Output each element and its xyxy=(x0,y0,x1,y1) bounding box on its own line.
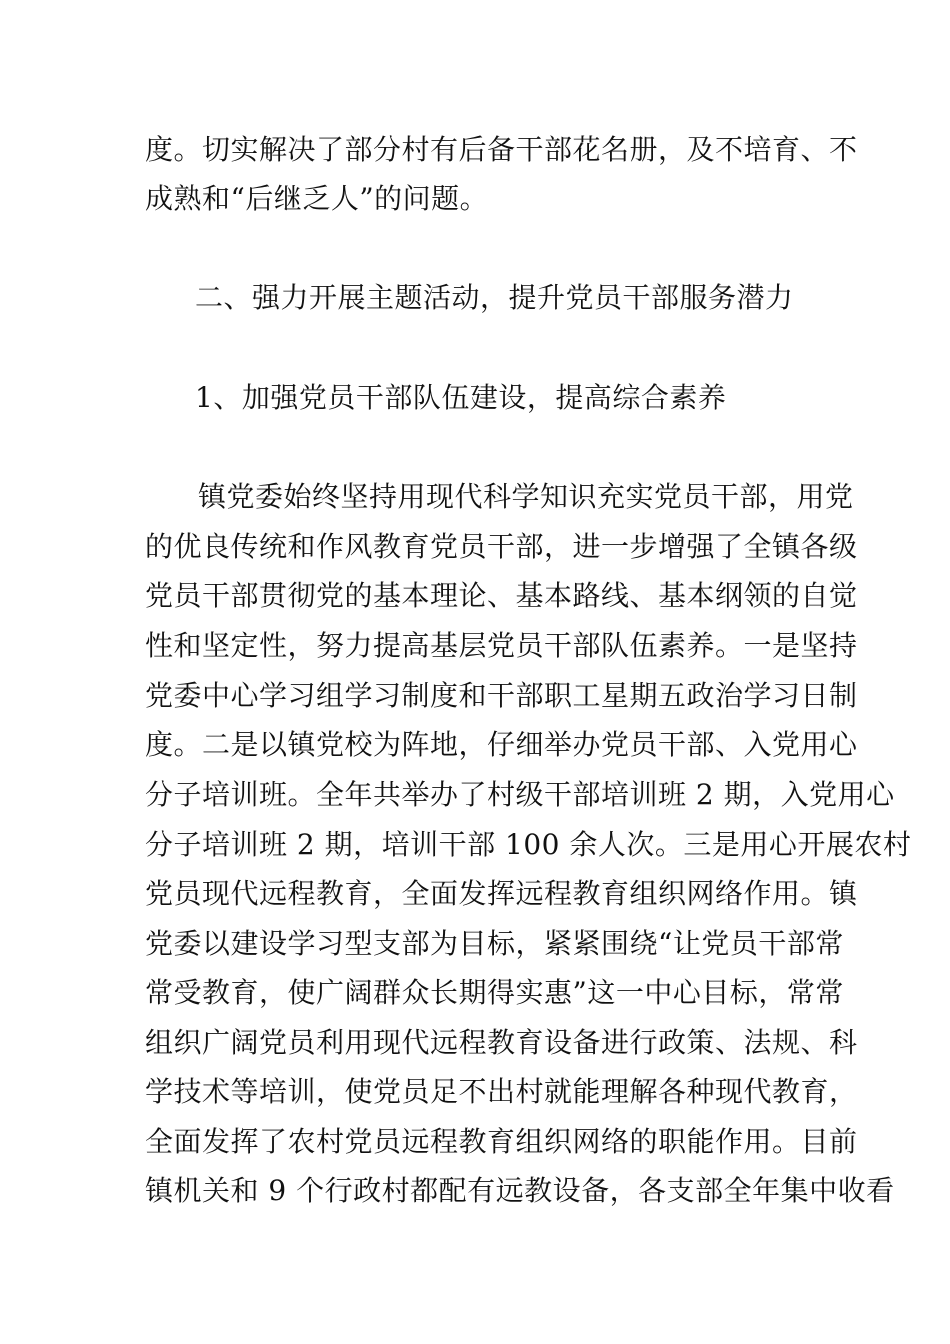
paragraph-line: 镇机关和 9 个行政村都配有远教设备，各支部全年集中收看 xyxy=(145,1174,895,1207)
paragraph-line: 的优良传统和作风教育党员干部，进一步增强了全镇各级 xyxy=(145,530,858,563)
paragraph-line: 镇党委始终坚持用现代科学知识充实党员干部，用党 xyxy=(198,480,854,513)
paragraph-line: 度。切实解决了部分村有后备干部花名册，及不培育、不 xyxy=(145,133,858,166)
paragraph-line: 党员干部贯彻党的基本理论、基本路线、基本纲领的自觉 xyxy=(145,579,858,612)
sub-heading: 1、加强党员干部队伍建设，提高综合素养 xyxy=(195,381,727,414)
paragraph-line: 全面发挥了农村党员远程教育组织网络的职能作用。目前 xyxy=(145,1125,858,1158)
paragraph-line: 性和坚定性，努力提高基层党员干部队伍素养。一是坚持 xyxy=(145,629,858,662)
paragraph-line: 党委以建设学习型支部为目标，紧紧围绕“让党员干部常 xyxy=(145,927,844,960)
paragraph-line: 常受教育，使广阔群众长期得实惠”这一中心目标，常常 xyxy=(145,976,844,1009)
paragraph-line: 学技术等培训，使党员足不出村就能理解各种现代教育， xyxy=(145,1075,858,1108)
paragraph-line: 成熟和“后继乏人”的问题。 xyxy=(145,182,489,215)
paragraph-line: 组织广阔党员利用现代远程教育设备进行政策、法规、科 xyxy=(145,1026,858,1059)
paragraph-line: 党员现代远程教育，全面发挥远程教育组织网络作用。镇 xyxy=(145,877,858,910)
paragraph-line: 党委中心学习组学习制度和干部职工星期五政治学习日制 xyxy=(145,679,858,712)
paragraph-line: 分子培训班 2 期，培训干部 100 余人次。三是用心开展农村 xyxy=(145,828,912,861)
section-heading: 二、强力开展主题活动，提升党员干部服务潜力 xyxy=(195,281,794,314)
paragraph-line: 度。二是以镇党校为阵地，仔细举办党员干部、入党用心 xyxy=(145,728,858,761)
paragraph-line: 分子培训班。全年共举办了村级干部培训班 2 期，入党用心 xyxy=(145,778,895,811)
